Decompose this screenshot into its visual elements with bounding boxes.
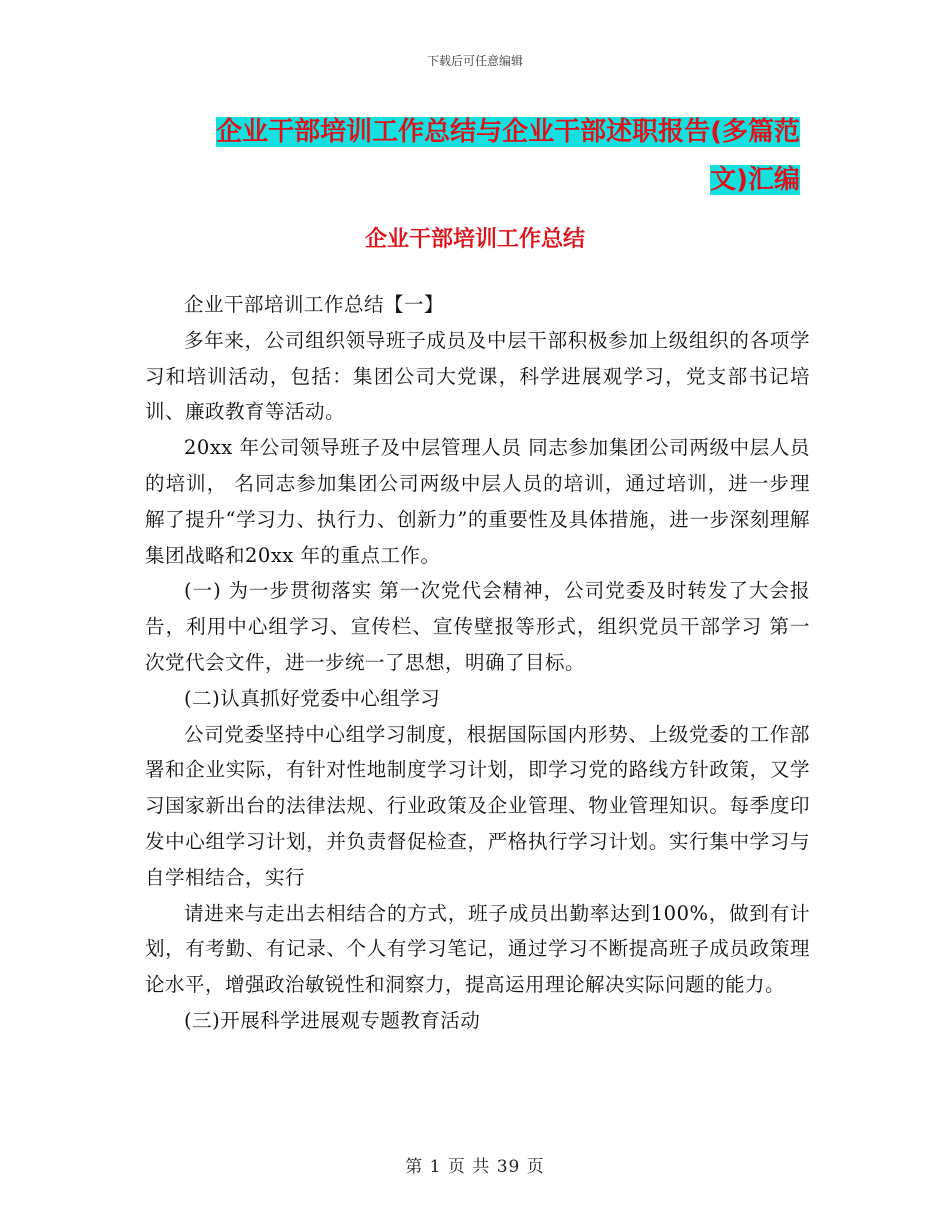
paragraph-subheading: (二)认真抓好党委中心组学习 bbox=[184, 686, 441, 710]
paragraph: 请进来与走出去相结合的方式，班子成员出勤率达到100%，做到有计划，有考勤、有记录、个人有学习笔记，通过学习不断提高班子成员政策理论水平，增强政治敏锐性和洞察力，提高运用理论解决实际问题的能力。 bbox=[145, 901, 810, 997]
page-header-note: 下载后可任意编辑 bbox=[426, 54, 523, 68]
page-footer-page-number: 第 1 页 共 39 页 bbox=[405, 1157, 545, 1177]
paragraph: 多年来，公司组织领导班子成员及中层干部积极参加上级组织的各项学习和培训活动，包括：集团公司大党课，科学进展观学习，党支部书记培训、廉政教育等活动。 bbox=[145, 328, 810, 424]
document-title bbox=[195, 108, 800, 204]
document-body bbox=[145, 287, 810, 1039]
paragraph-subheading: 企业干部培训工作总结【一】 bbox=[184, 293, 445, 316]
paragraph: (一) 为一步贯彻落实 第一次党代会精神，公司党委及时转发了大会报告，利用中心组学习、宣传栏、宣传壁报等形式，组织党员干部学习 第一次党代会文件，进一步统一了思想，明确了目标。 bbox=[145, 579, 810, 674]
document-title-line-1: 企业干部培训工作总结与企业干部述职报告(多篇范 bbox=[216, 117, 800, 147]
document-title-line-2: 文)汇编 bbox=[710, 165, 800, 195]
section-title: 企业干部培训工作总结 bbox=[364, 227, 585, 252]
paragraph: 20xx 年公司领导班子及中层管理人员 同志参加集团公司两级中层人员的培训， 名同志参加集团公司两级中层人员的培训，通过培训，进一步理解了提升“学习力、执行力、创新力”的重要性及具体措施，进一步深刻理解集团战略和20xx 年的重点工作。 bbox=[145, 436, 810, 567]
paragraph: 公司党委坚持中心组学习制度，根据国际国内形势、上级党委的工作部署和企业实际，有针对性地制度学习计划，即学习党的路线方针政策，又学习国家新出台的法律法规、行业政策及企业管理、物业管理知识。每季度印发中心组学习计划，并负责督促检查，严格执行学习计划。实行集中学习与自学相结合，实行 bbox=[145, 722, 810, 889]
paragraph-subheading: (三)开展科学进展观专题教育活动 bbox=[184, 1008, 481, 1032]
